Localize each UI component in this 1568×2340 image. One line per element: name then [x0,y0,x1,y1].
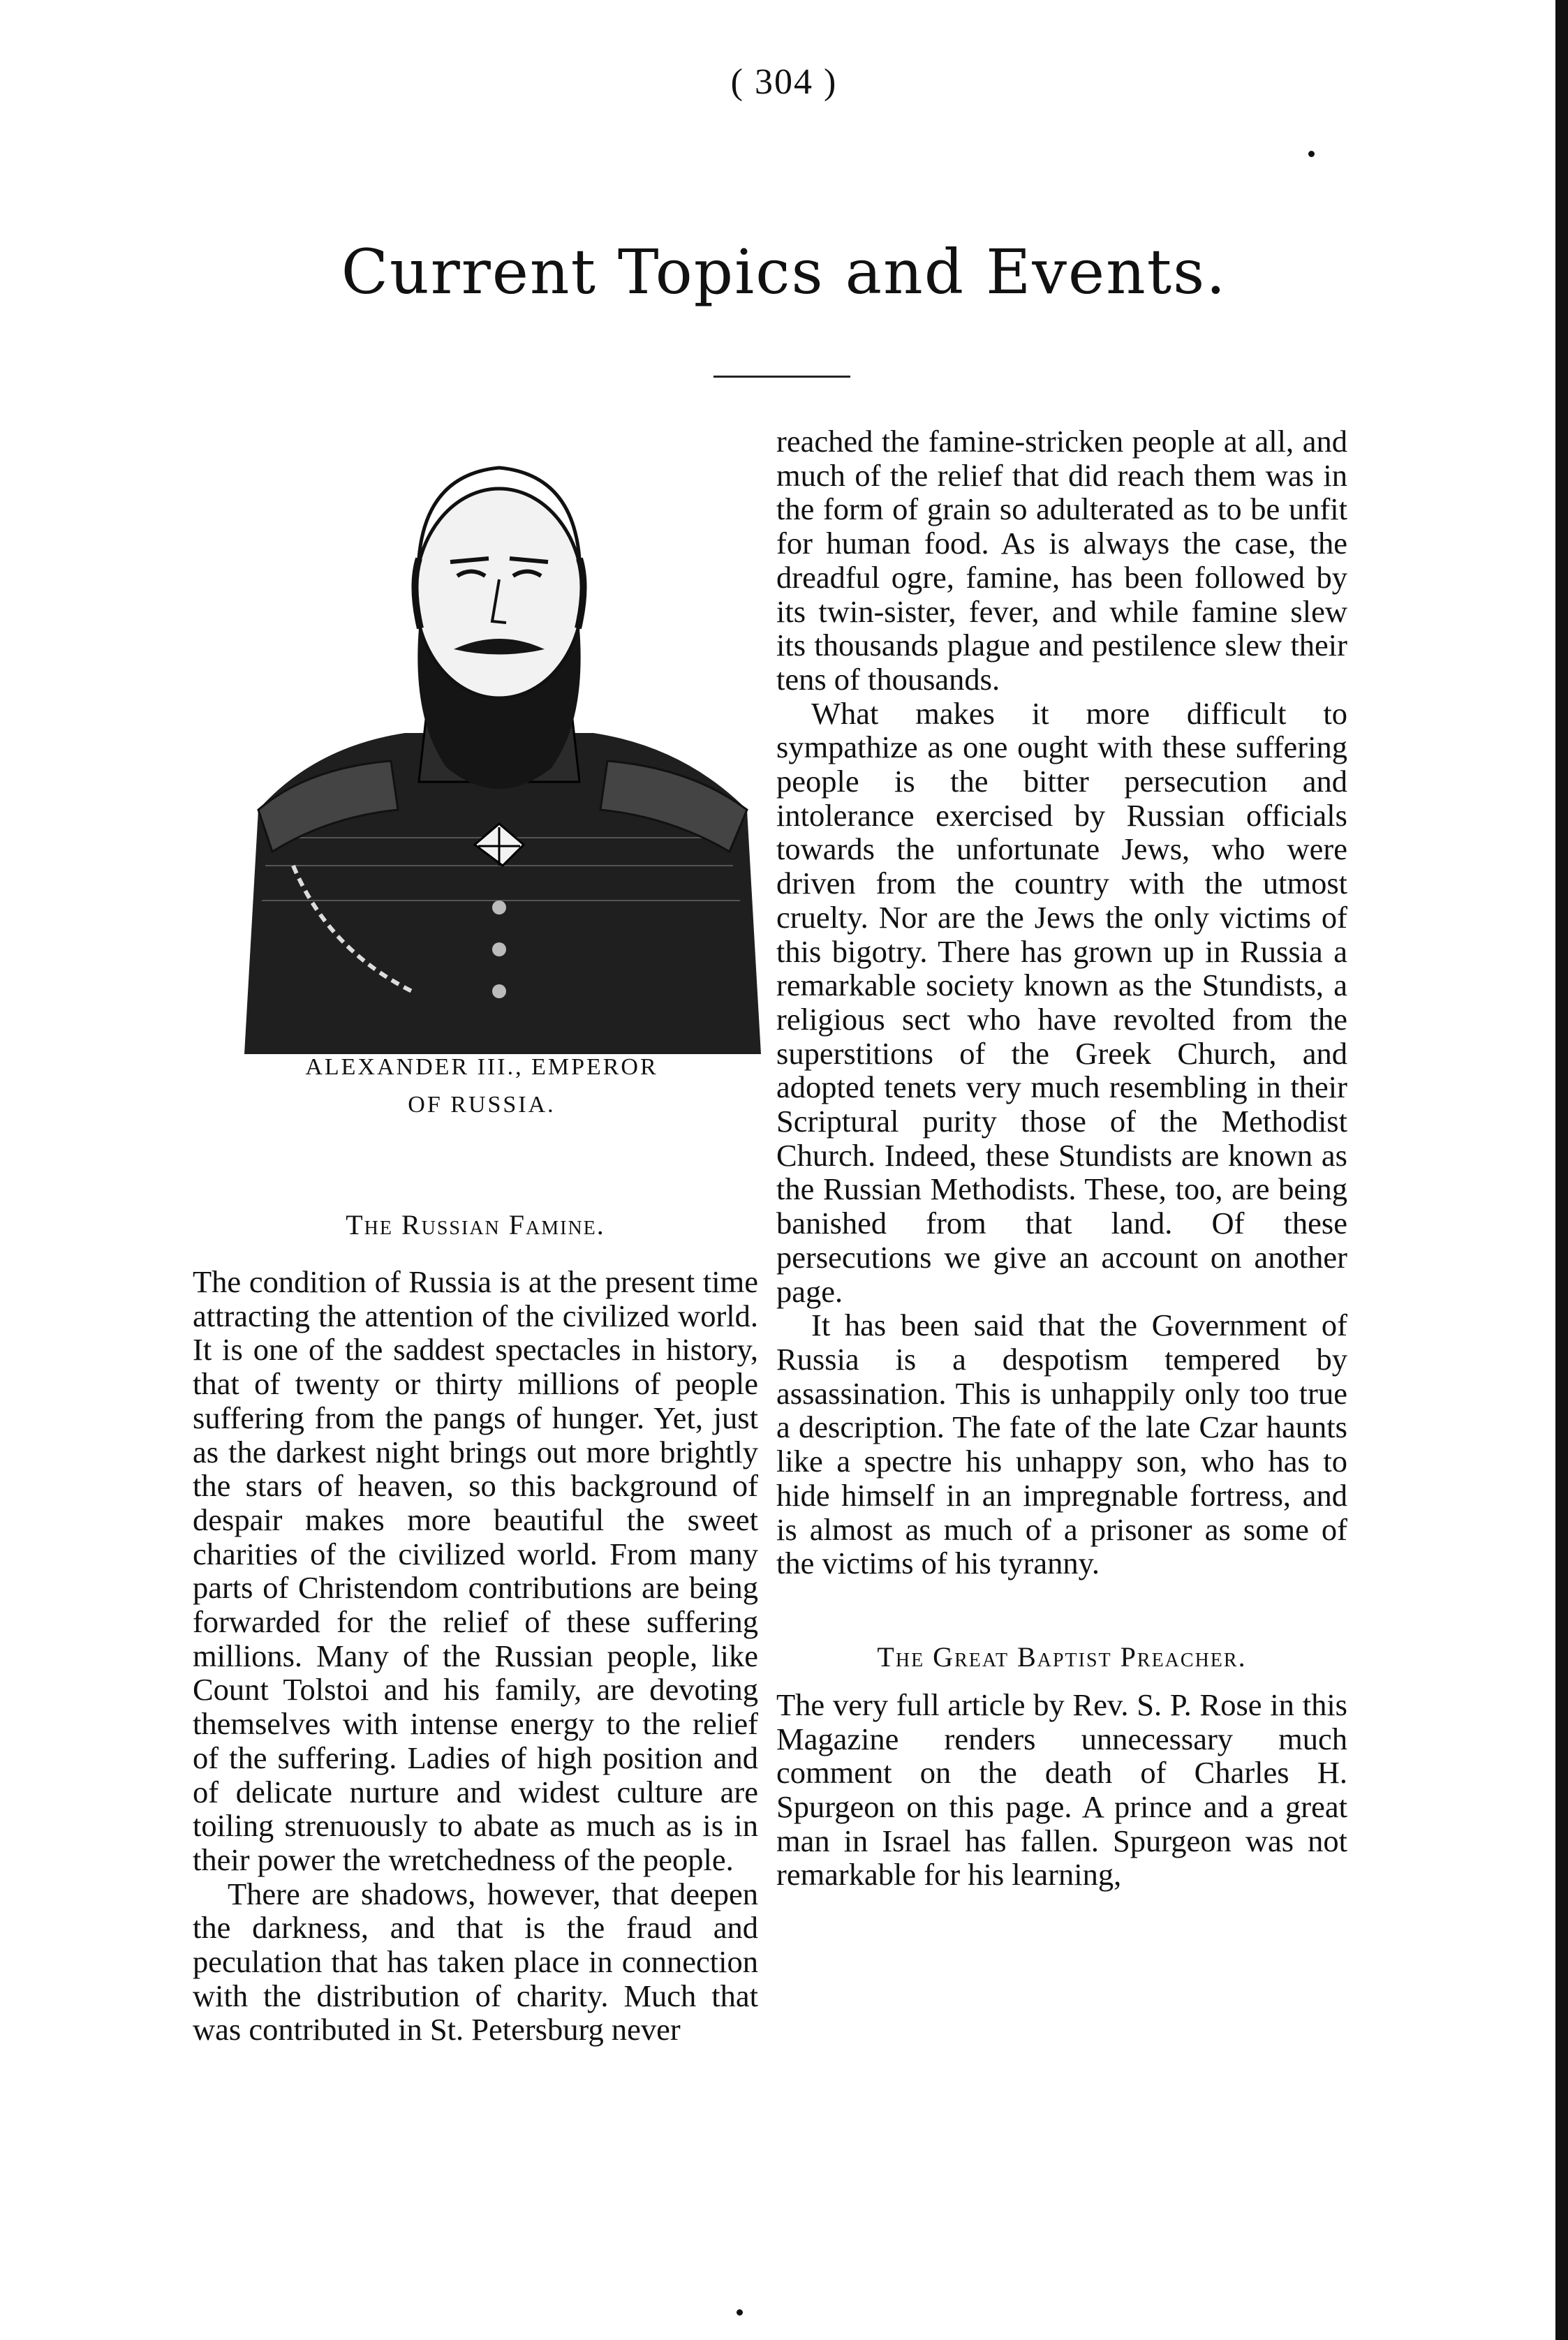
paragraph: The condition of Russia is at the present time attracting the attention of the civilized world. It is one of the saddest spectacles in history, that of twenty or thirty millions of people suffering from the pangs of hunger. Yet, just as the darkest night brings out more brightly the stars of heaven, so this background of despair makes more beautiful the sweet charities of the civilized world. From many parts of Christendom contributions are being forwarded for the relief of these suffering millions. Many of the Russian people, like Count Tolstoi and his family, are devoting themselves with intense energy to the relief of the suffering. Ladies of high position and of delicate nurture and widest culture are toiling strenuously to abate as much as is in their power the wretchedness of the people. [193,1264,758,1877]
section-heading-russian-famine: The Russian Famine. [346,1209,605,1241]
print-speck [1308,151,1315,157]
page-edge-bar [1555,0,1568,2340]
portrait-caption [209,1049,754,1124]
title-divider [713,376,850,378]
paragraph: There are shadows, however, that deepen the darkness, and that is the fraud and peculation that has taken place in connection with the distribution of charity. Much that was contributed in St. Petersburg never [193,1876,758,2048]
left-column [193,1201,758,2047]
right-column [776,424,1347,1892]
page-title: Current Topics and Events. [341,236,1227,308]
section-heading-baptist-preacher: The Great Baptist Preacher. [877,1641,1247,1673]
paragraph-continued: reached the famine-stricken people at all, and much of the relief that did reach them was in the form of grain so adulterated as to be unfit for human food. As is always the case, the dreadful ogre, famine, has been followed by its twin-sister, fever, and while famine slew its thousands plague and pestilence slew their tens of thousands. [776,424,1347,697]
caption-line: OF RUSSIA. [408,1092,556,1118]
print-speck [737,2309,743,2316]
portrait-engraving [230,419,768,1054]
page-number: ( 304 ) [730,62,838,102]
paragraph: It has been said that the Government of Russia is a despotism tempered by assassination. This is unhappily only too true a description. The fate of the late Czar haunts like a spectre his unhappy son, who has to hide himself in an impregnable fortress, and is almost as much of a prisoner as some of the victims of his tyranny. [776,1308,1347,1581]
paragraph: The very full article by Rev. S. P. Rose in this Magazine renders unnecessary much comment on the death of Charles H. Spurgeon on this page. A prince and a great man in Israel has fallen. Spurgeon was not remarkable for his learning, [776,1687,1347,1893]
caption-line: ALEXANDER III., EMPEROR [305,1054,658,1080]
paragraph: What makes it more difficult to sympathize as one ought with these suffering people is the bitter persecution and intolerance exercised by Russian officials towards the unfortunate Jews, who were driven from the country with the utmost cruelty. Nor are the Jews the only victims of this bigotry. There has grown up in Russia a remarkable society known as the Stundists, a religious sect who have revolted from the superstitions of the Greek Church, and adopted tenets very much resembling in their Scriptural purity those of the Methodist Church. Indeed, these Stundists are known as the Russian Methodists. These, too, are being banished from that land. Of these persecutions we give an account on another page. [776,695,1347,1309]
